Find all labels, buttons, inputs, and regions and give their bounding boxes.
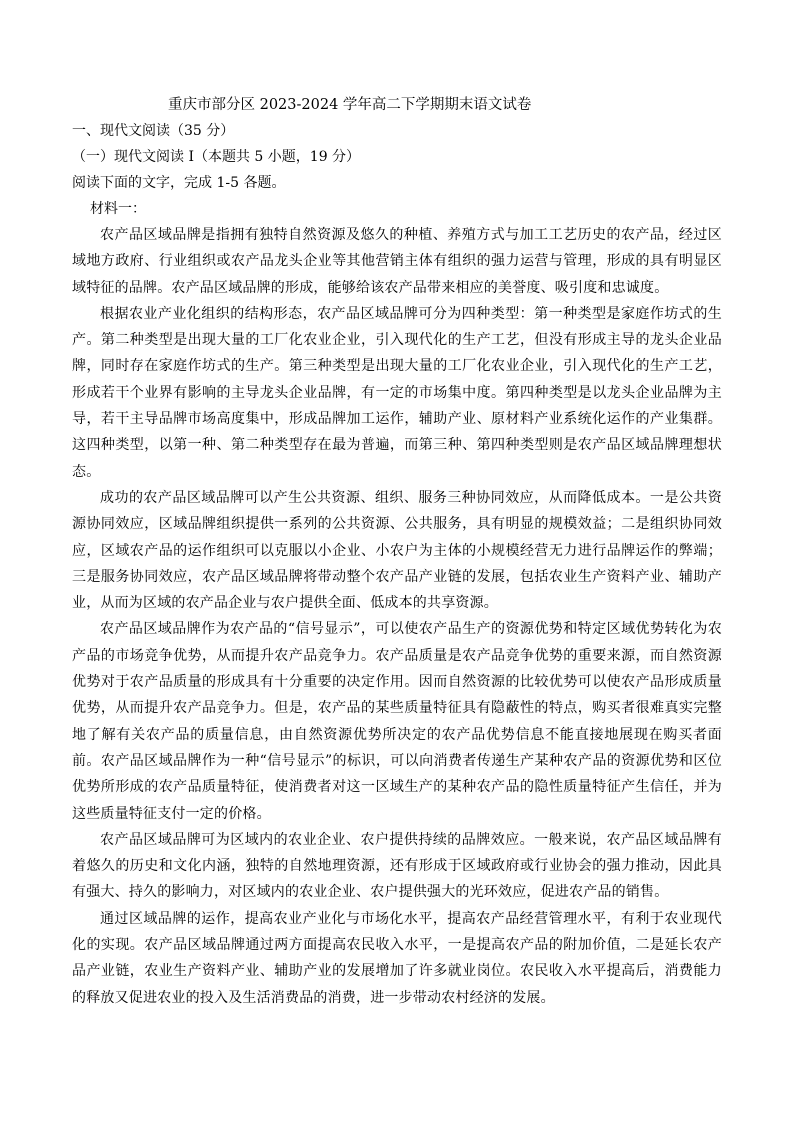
section-heading: 一、现代文阅读（35 分） <box>72 123 235 139</box>
paragraph-5: 农产品区域品牌可为区域内的农业企业、农户提供持续的品牌效应。一般来说，农产品区域品牌有着悠久的历史和文化内涵，独特的自然地理资源，还有形成于区域政府或行业协会的强力推动，因此具有强大、持久的影响力，对区域内的农业企业、农户提供强大的光环效应，促进农产品的销售。 <box>72 831 722 901</box>
material-label: 材料一： <box>90 201 146 217</box>
paragraph-3: 成功的农产品区域品牌可以产生公共资源、组织、服务三种协同效应，从而降低成本。一是公共资源协同效应，区域品牌组织提供一系列的公共资源、公共服务，具有明显的规模效益；二是组织协同效应，区域农产品的运作组织可以克服以小企业、小农户为主体的小规模经营无力进行品牌运作的弊端；三是服务协同效应，农产品区域品牌将带动整个农产品产业链的发展，包括农业生产资料产业、辅助产业，从而为区域的农产品企业与农户提供全面、低成本的共享资源。 <box>72 489 722 612</box>
paragraph-4: 农产品区域品牌作为农产品的“信号显示”，可以使农产品生产的资源优势和特定区域优势转化为农产品的市场竞争优势，从而提升农产品竞争力。农产品质量是农产品竞争优势的重要来源，而自然资源优势对于农产品质量的形成具有十分重要的决定作用。因而自然资源的比较优势可以使农产品形成质量优势，从而提升农产品竞争力。但是，农产品的某些质量特征具有隐蔽性的特点，购买者很难真实完整地了解有关农产品的质量信息，由自然资源优势所决定的农产品优势信息不能直接地展现在购买者面前。农产品区域品牌作为一种“信号显示”的标识，可以向消费者传递生产某种农产品的资源优势和区位优势所形成的农产品质量特征，使消费者对这一区域生产的某种农产品的隐性质量特征产生信任，并为这些质量特征支付一定的价格。 <box>72 621 722 822</box>
reading-instruction: 阅读下面的文字，完成 1-5 各题。 <box>72 175 286 191</box>
paragraph-1: 农产品区域品牌是指拥有独特自然资源及悠久的种植、养殖方式与加工工艺历史的农产品，经过区域地方政府、行业组织或农产品龙头企业等其他营销主体有组织的强力运营与管理，形成的具有明显区域特征的品牌。农产品区域品牌的形成，能够给该农产品带来相应的美誉度、吸引度和忠诚度。 <box>72 227 722 296</box>
subsection-heading: （一）现代文阅读 I（本题共 5 小题，19 分） <box>72 149 361 165</box>
paragraph-2: 根据农业产业化组织的结构形态，农产品区域品牌可分为四种类型：第一种类型是家庭作坊式的生产。第二种类型是出现大量的工厂化农业企业，引入现代化的生产工艺，但没有形成主导的龙头企业品牌，同时存在家庭作坊式的生产。第三种类型是出现大量的工厂化农业企业，引入现代化的生产工艺，形成若干个业界有影响的主导龙头企业品牌，有一定的市场集中度。第四种类型是以龙头企业品牌为主导，若干主导品牌市场高度集中，形成品牌加工运作，辅助产业、原材料产业系统化运作的产业集群。这四种类型，以第一种、第二种类型存在最为普遍，而第三种、第四种类型则是农产品区域品牌理想状态。 <box>72 305 722 480</box>
paragraph-6: 通过区域品牌的运作，提高农业产业化与市场化水平，提高农产品经营管理水平，有利于农业现代化的实现。农产品区域品牌通过两方面提高农民收入水平，一是提高农产品的附加价值，二是延长农产品产业链，农业生产资料产业、辅助产业的发展增加了许多就业岗位。农民收入水平提高后，消费能力的释放又促进农业的投入及生活消费品的消费，进一步带动农村经济的发展。 <box>72 910 722 1006</box>
exam-page <box>72 92 722 1011</box>
exam-title: 重庆市部分区 2023-2024 学年高二下学期期末语文试卷 <box>168 97 532 113</box>
